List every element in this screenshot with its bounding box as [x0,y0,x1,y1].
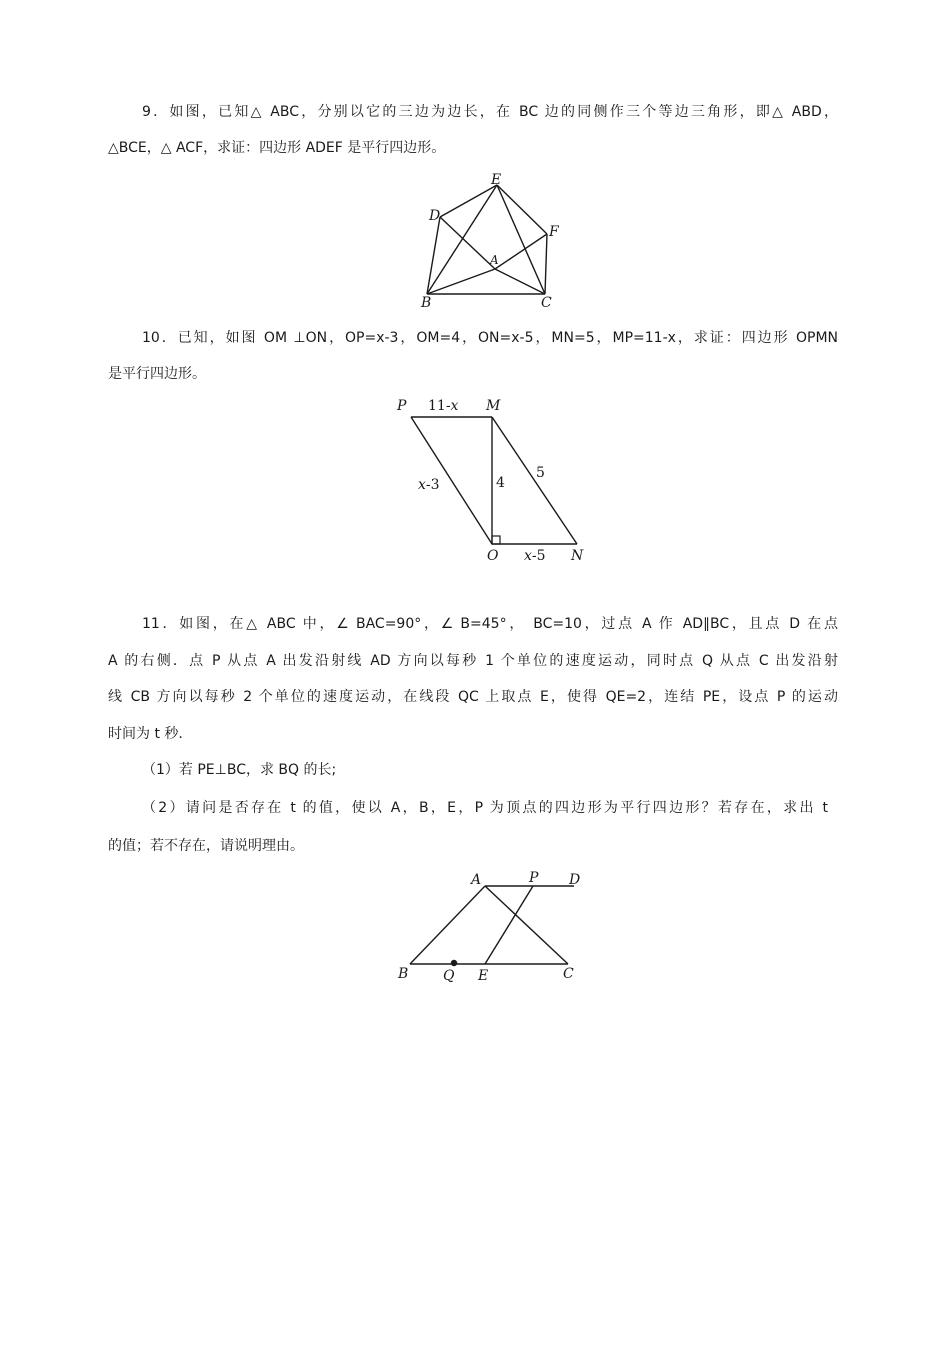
figure-9 [415,172,565,312]
label-q: Q [443,968,455,984]
figure-11 [392,866,592,988]
label-on-length [524,548,546,564]
label-e: E [478,968,489,984]
label-p: P [529,870,539,886]
on-length-suffix: -5 [531,548,546,564]
label-op-length [418,477,440,493]
op-length-suffix: -3 [425,477,440,493]
label-f: F [549,224,559,240]
label-o: O [487,548,499,564]
segment-be [427,185,497,294]
label-c: C [563,966,574,982]
label-p: P [397,398,407,414]
segment-de [440,185,497,217]
label-e: E [491,172,502,188]
problem-11-line-2: A 的右侧．点 P 从点 A 出发沿射线 AD 方向以每秒 1 个单位的速度运动，同时点 Q 从点 C 出发沿射 [108,653,838,669]
label-b: B [421,295,432,311]
segment-bd [427,217,440,294]
label-pm-length [428,398,459,414]
segment-cf [545,234,547,294]
problem-9-line-1: 9．如图，已知△ ABC，分别以它的三边为边长，在 BC 边的同侧作三个等边三角形，即△ ABD， [142,104,838,120]
point-q-dot [451,960,457,966]
problem-11-question-2: （2）请问是否存在 t 的值，使以 A，B，E，P 为顶点的四边形为平行四边形？若存在，求出 t [142,800,828,816]
problem-11-question-1: （1）若 PE⊥BC，求 BQ 的长; [142,762,337,778]
label-a: A [490,253,499,267]
label-d: D [569,872,581,888]
problem-10-line-1: 10．已知，如图 OM ⊥ON，OP=x-3，OM=4，ON=x-5，MN=5，MP=11-x，求证：四边形 OPMN [142,330,838,346]
pm-length-var: x [450,398,459,414]
right-angle-mark [492,536,500,544]
segment-ab [427,269,495,294]
problem-10-line-2: 是平行四边形。 [108,366,206,382]
problem-11-line-3: 线 CB 方向以每秒 2 个单位的速度运动，在线段 QC 上取点 E，使得 QE=2，连结 PE，设点 P 的运动 [108,689,838,705]
label-mn-length: 5 [536,465,545,481]
problem-11-line-4: 时间为 t 秒. [108,726,183,742]
label-c: C [541,295,552,311]
label-b: B [398,966,409,982]
label-om-length: 4 [496,475,505,491]
label-d: D [429,208,441,224]
problem-9-line-2: △BCE，△ ACF，求证：四边形 ADEF 是平行四边形。 [108,140,446,156]
problem-11-question-2-cont: 的值；若不存在，请说明理由。 [108,838,304,854]
segment-ac [495,269,545,294]
segment-ef [497,185,547,234]
label-n: N [571,548,584,564]
on-length-var: x [524,548,532,564]
label-a: A [471,872,482,888]
label-m: M [486,398,501,414]
problem-11-line-1: 11．如图，在△ ABC 中，∠ BAC=90°，∠ B=45°， BC=10，过点 A 作 AD∥BC，且点 D 在点 [142,616,838,632]
segment-ab [410,886,485,964]
figure-10 [390,393,590,568]
pm-length-prefix: 11- [428,398,451,414]
op-length-var: x [418,477,426,493]
